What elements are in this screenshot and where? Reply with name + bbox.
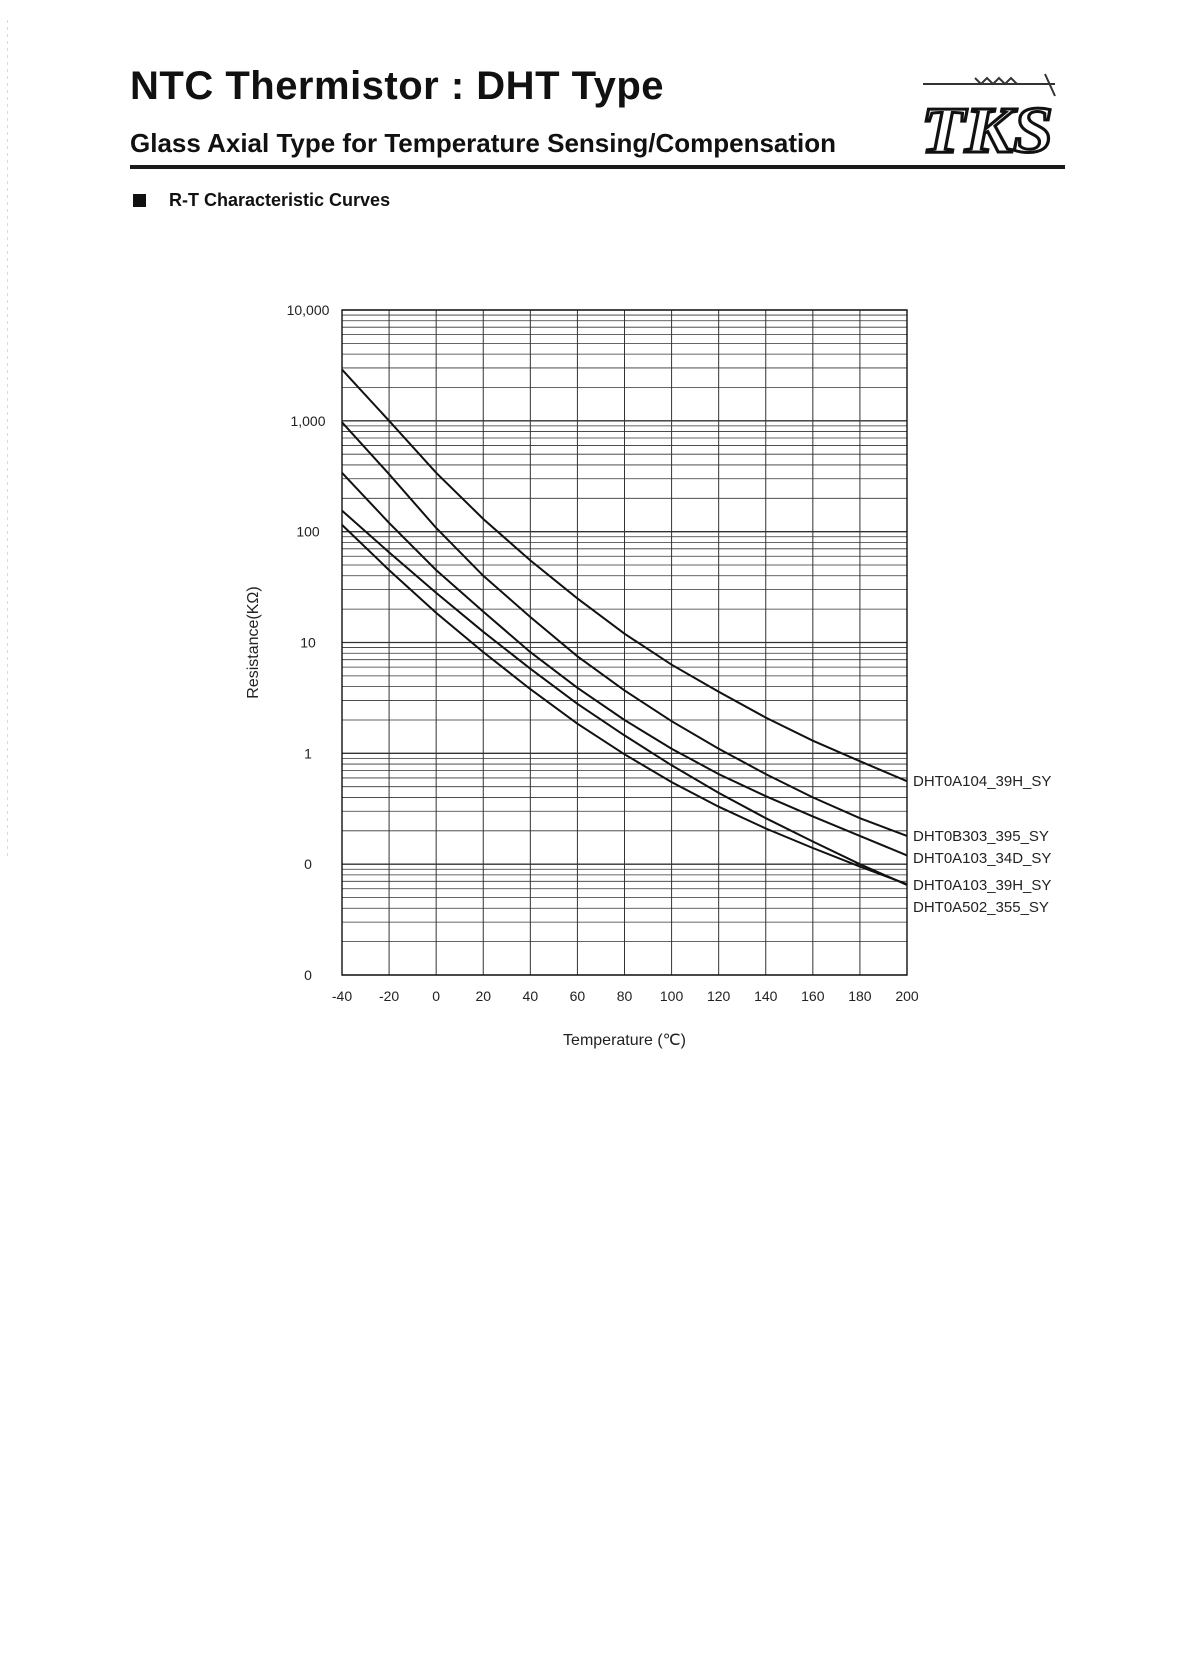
y-tick-label: 10,000 <box>286 302 330 318</box>
x-tick-label: 20 <box>475 988 492 1004</box>
x-tick-label: 100 <box>659 988 684 1004</box>
x-tick-label: 0 <box>432 988 441 1004</box>
series-line-1 <box>342 422 907 836</box>
tks-logo <box>905 72 1065 162</box>
section-heading <box>133 190 390 211</box>
x-tick-label: 80 <box>616 988 633 1004</box>
series-label: DHT0A103_34D_SY <box>913 849 1052 867</box>
section-heading-label: R-T Characteristic Curves <box>169 190 391 210</box>
series-label: DHT0A502_355_SY <box>913 898 1049 916</box>
y-tick-label: 100 <box>296 523 320 540</box>
header-rule <box>130 165 1065 169</box>
bullet-square-icon <box>133 194 146 207</box>
y-tick-label: 10 <box>300 634 316 651</box>
x-tick-label: 180 <box>848 988 872 1004</box>
scan-edge-artifact <box>7 20 8 860</box>
y-tick-label: 1 <box>304 745 312 762</box>
y-tick-label: 0 <box>304 967 312 983</box>
x-tick-label: 160 <box>801 988 825 1004</box>
series-line-2 <box>342 473 907 856</box>
page-title: NTC Thermistor : DHT Type <box>130 64 665 108</box>
x-tick-label: 200 <box>895 988 919 1004</box>
series-label: DHT0A103_39H_SY <box>913 876 1052 894</box>
y-tick-label: 0 <box>304 856 312 873</box>
x-axis-label: Temperature (℃) <box>563 1032 686 1049</box>
x-tick-label: 140 <box>754 988 778 1004</box>
x-tick-label: 60 <box>569 988 586 1004</box>
series-line-4 <box>342 525 907 884</box>
series-label: DHT0A104_39H_SY <box>913 773 1052 791</box>
svg-text:TKS: TKS <box>921 94 1053 162</box>
y-axis-label: Resistance(KΩ) <box>245 586 262 699</box>
y-tick-label: 1,000 <box>290 412 326 429</box>
x-tick-label: -20 <box>378 988 400 1004</box>
series-line-3 <box>342 511 907 885</box>
chart-grid <box>342 310 907 975</box>
series-label: DHT0B303_395_SY <box>913 827 1049 845</box>
x-tick-label: 120 <box>706 988 731 1004</box>
x-tick-label: -40 <box>331 988 353 1004</box>
series-line-0 <box>342 370 907 782</box>
page-subtitle: Glass Axial Type for Temperature Sensing/Compensation <box>130 128 837 158</box>
plot-frame <box>342 310 907 975</box>
x-tick-label: 40 <box>522 988 539 1004</box>
